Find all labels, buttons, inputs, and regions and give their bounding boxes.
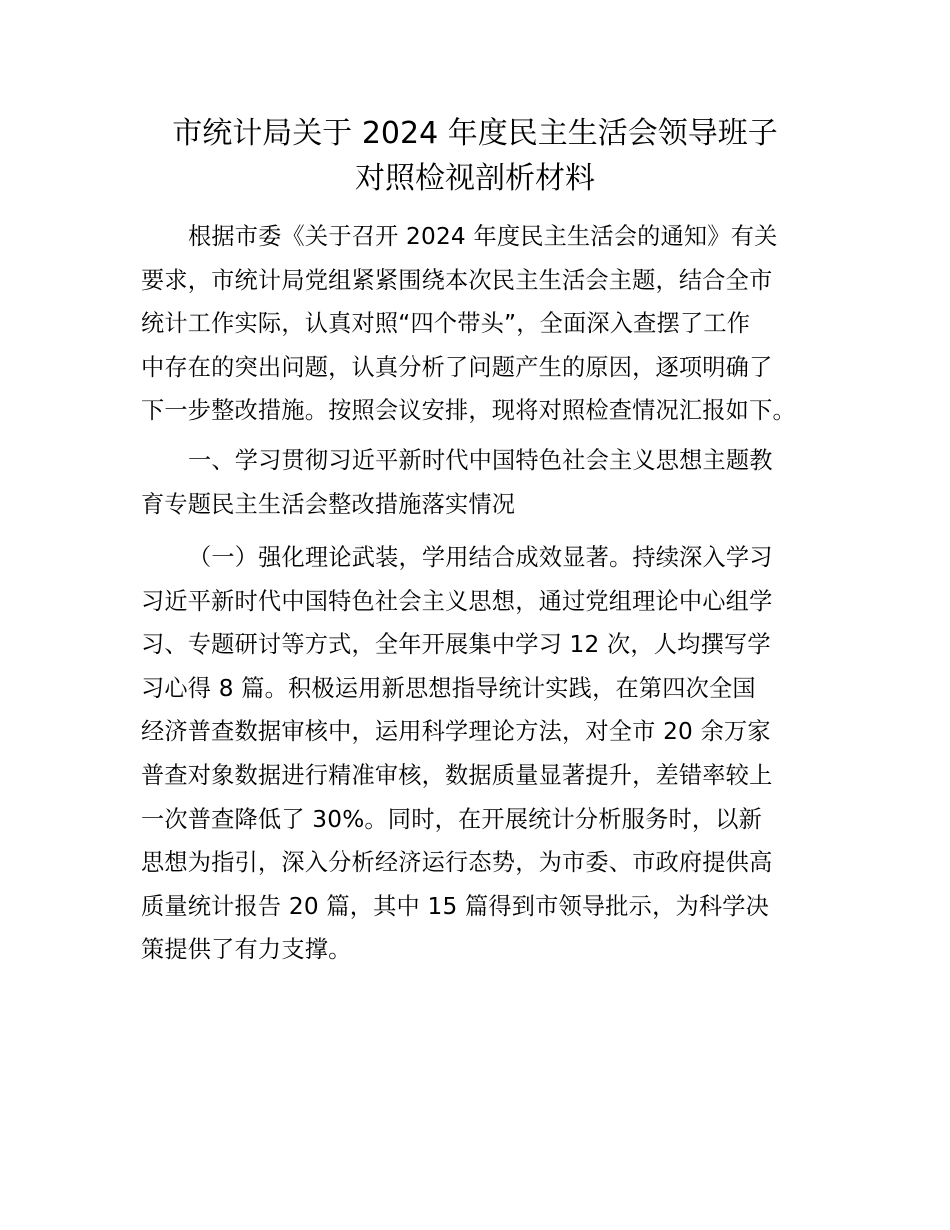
paragraph-line: 习近平新时代中国特色社会主义思想，通过党组理论中心组学 [141,587,773,615]
paragraph-line: 下一步整改措施。按照会议安排，现将对照检查情况汇报如下。 [141,397,796,425]
paragraph-line: 习心得 8 篇。积极运用新思想指导统计实践，在第四次全国 [141,674,756,702]
paragraph-line: 质量统计报告 20 篇，其中 15 篇得到市领导批示，为科学决 [141,892,770,920]
section-heading-1 [141,439,821,526]
paragraph-line: 统计工作实际，认真对照“四个带头”，全面深入查摆了工作 [141,310,751,338]
paragraph-line: 经济普查数据审核中，运用科学理论方法，对全市 20 余万家 [141,718,771,746]
document-title-line-1: 市统计局关于 2024 年度民主生活会领导班子 [172,116,778,151]
heading-line: 一、学习贯彻习近平新时代中国特色社会主义思想主题教 [188,447,773,474]
heading-line: 育专题民主生活会整改措施落实情况 [141,490,516,518]
paragraph-line: 根据市委《关于召开 2024 年度民主生活会的通知》有关 [188,223,778,250]
paragraph-line: 思想为指引，深入分析经济运行态势，为市委、市政府提供高 [141,849,773,877]
paragraph-line: 一次普查降低了 30%。同时，在开展统计分析服务时，以新 [141,805,763,833]
document-title-line-2: 对照检视剖析材料 [355,161,595,196]
paragraph-line: 要求，市统计局党组紧紧围绕本次民主生活会主题，结合全市 [141,266,773,294]
paragraph-line: 普查对象数据进行精准审核，数据质量显著提升，差错率较上 [141,761,773,789]
paragraph-line: （一）强化理论武装，学用结合成效显著。持续深入学习 [188,544,773,571]
paragraph-line: 习、专题研讨等方式，全年开展集中学习 12 次，人均撰写学 [141,631,771,659]
subsection-1-paragraph [141,536,821,972]
paragraph-line: 中存在的突出问题，认真分析了问题产生的原因，逐项明确了 [141,353,773,381]
paragraph-line: 策提供了有力支撑。 [141,936,352,964]
intro-paragraph [141,215,821,433]
